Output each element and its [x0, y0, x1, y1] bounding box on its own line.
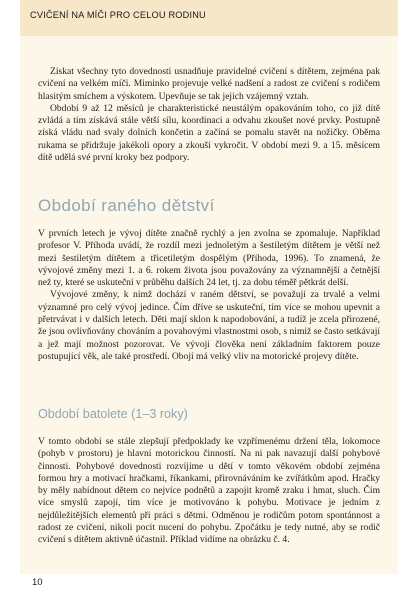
paragraph: V prvních letech je vývoj dítěte značně rychlý a jen zvolna se zpomaluje. Například profesor V. Příhoda uvádí, že rozdíl mezi jednoletým a šestiletým dítětem je větší než mezi šestiletým dítětem a třicetiletým dospělým (Příhoda, 1996). To znamená, že vývojové změny mezi 1. a 6. rokem života jsou považovány za významnější a četnější než ty, které se uskuteční v průběhu dalších 24 let, tj. za dobu téměř pětkrát delší.	[38, 228, 380, 289]
intro-text	[38, 66, 380, 164]
paragraph: Vývojové změny, k nimž dochází v raném dětství, se považují za trvalé a velmi významné pro celý vývoj jedince. Čím dříve se uskuteční, tím více se mohou upevnit a přetrvávat i v dalších letech. Děti mají sklon k napodobování, a tudíž je zcela přirozené, že jsou ovlivňovány chováním a povahovými vlastnostmi osob, s nimiž se často setkávají a jež mají možnost pozorovat. Ve vývoji člověka není základním faktorem pouze postupující věk, ale také prostředí. Obojí má velký vliv na motorické projevy dítěte.	[38, 289, 380, 362]
section-text	[38, 228, 380, 363]
section-heading: Období raného dětství	[38, 196, 215, 215]
running-header: CVIČENÍ NA MÍČI PRO CELOU RODINU	[30, 10, 206, 20]
paragraph: Období 9 až 12 měsíců je charakteristické neustálým opakováním toho, co již dítě zvládá a tím získává stále větší sílu, koordinaci a odvahu zkoušet nové prvky. Postupně získá vládu nad svaly dolních končetin a začíná se pomalu stavět na nožičky. Oběma rukama se přidržuje jakékoli opory a zkouší vykročit. V období mezi 9. a 15. měsícem dítě udělá své první kroky bez podpory.	[38, 102, 380, 164]
paragraph: Získat všechny tyto dovednosti usnadňuje pravidelné cvičení s dítětem, zejména pak cvičení na velkém míči. Miminko projevuje velké nadšení a radost ze cvičení s rodičem hlasitým smíchem a výskotem. Upevňuje se tak jejich vzájemný vztah.	[38, 66, 380, 102]
subsection-heading: Období batolete (1–3 roky)	[38, 407, 188, 421]
page-number: 10	[32, 577, 43, 588]
subsection-text	[38, 436, 380, 547]
paragraph: V tomto období se stále zlepšují předpoklady ke vzpřímenému držení těla, lokomoce (pohyb v prostoru) je hlavní motorickou činností. Na ni pak navazují další pohybové činnosti. Pohybové dovednosti rozvíjíme u dětí v tomto věkovém období zejména formou hry a motivací hračkami, říkankami, přirovnáváním ke zvířátkům apod. Hračky by měly nabídnout dětem co nejvíce podnětů a zapojit kromě zraku i hmat, sluch. Čím více smyslů zapojí, tím více je motivováno k pohybu. Motivace je jedním z nejdůležitějších elementů při práci s dětmi. Odměnou je rodičům potom spontánnost a radost ze cvičení, nikoli pocit nucení do pohybu. Zpočátku je tedy nutné, aby se rodič cvičení s dítětem aktivně účastnil. Příklad vidíme na obrázku č. 4.	[38, 436, 380, 546]
